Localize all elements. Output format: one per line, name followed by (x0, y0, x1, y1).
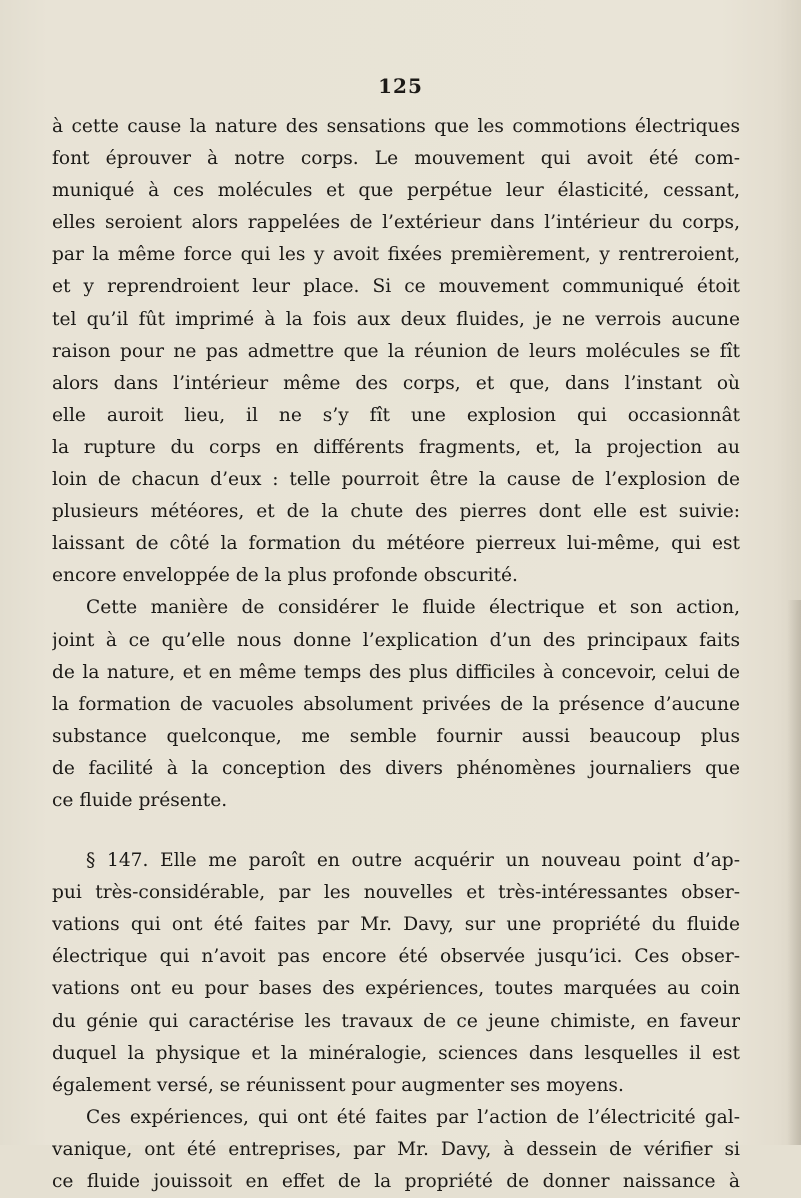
text-line: et y reprendroient leur place. Si ce mouvement communiqué étoit (52, 276, 740, 298)
text-line: ce fluide jouissoit en effet de la propriété de donner naissance à (52, 1171, 740, 1192)
text-line: alors dans l’intérieur même des corps, et que, dans l’instant où (52, 372, 740, 394)
paragraph-2 (52, 592, 740, 817)
text-line: encore enveloppée de la plus profonde obscurité. (52, 565, 518, 587)
paragraph-1 (52, 111, 740, 592)
paragraph-3 (52, 845, 740, 1102)
text-line: Cette manière de considérer le fluide électrique et son action, (86, 597, 740, 619)
section-spacer (52, 817, 740, 845)
text-line: pui très-considérable, par les nouvelles et très-intéressantes obser- (52, 882, 740, 904)
text-line: de facilité à la conception des divers phénomènes journaliers que (52, 757, 740, 779)
text-line: vations qui ont été faites par Mr. Davy, sur une propriété du fluide (52, 914, 740, 936)
text-line: substance quelconque, me semble fournir aussi beaucoup plus (52, 725, 740, 747)
text-line: également versé, se réunissent pour augmenter ses moyens. (52, 1074, 624, 1096)
text-line: vanique, ont été entreprises, par Mr. Davy, à dessein de vérifier si (52, 1138, 740, 1160)
text-line: de la nature, et en même temps des plus difficiles à concevoir, celui de (52, 661, 740, 683)
body-text (52, 111, 740, 1198)
text-line: vations ont eu pour bases des expériences, toutes marquées au coin (52, 978, 740, 1000)
page-edge-shadow (787, 600, 801, 1145)
text-line: duquel la physique et la minéralogie, sciences dans lesquelles il est (52, 1042, 740, 1064)
text-line: électrique qui n’avoit pas encore été observée jusqu’ici. Ces obser- (52, 946, 740, 968)
text-line: joint à ce qu’elle nous donne l’explication d’un des principaux faits (52, 629, 740, 651)
text-line: raison pour ne pas admettre que la réunion de leurs molécules se fît (52, 340, 740, 362)
text-line: Ces expériences, qui ont été faites par l’action de l’électricité gal- (86, 1106, 740, 1128)
text-line: tel qu’il fût imprimé à la fois aux deux fluides, je ne verrois aucune (52, 308, 740, 330)
text-line: font éprouver à notre corps. Le mouvement qui avoit été com- (52, 148, 740, 170)
text-line: la formation de vacuoles absolument privées de la présence d’aucune (52, 693, 740, 715)
text-line: elles seroient alors rappelées de l’extérieur dans l’intérieur du corps, (52, 212, 740, 234)
text-line: § 147. Elle me paroît en outre acquérir un nouveau point d’ap- (86, 850, 740, 872)
text-line: la rupture du corps en différents fragments, et, la projection au (52, 436, 740, 458)
text-line: elle auroit lieu, il ne s’y fît une explosion qui occasionnât (52, 404, 740, 426)
paragraph-4 (52, 1102, 740, 1198)
text-line: du génie qui caractérise les travaux de ce jeune chimiste, en faveur (52, 1010, 740, 1032)
text-line: ce fluide présente. (52, 789, 228, 811)
text-line: laissant de côté la formation du météore pierreux lui-même, qui est (52, 533, 740, 555)
text-line: plusieurs météores, et de la chute des pierres dont elle est suivie: (52, 501, 740, 523)
text-line: par la même force qui les y avoit fixées premièrement, y rentreroient, (52, 244, 740, 266)
text-line: à cette cause la nature des sensations que les commotions électriques (52, 116, 740, 137)
page-number: 125 (378, 74, 423, 98)
text-line: muniqué à ces molécules et que perpétue leur élasticité, cessant, (52, 180, 740, 202)
text-line: loin de chacun d’eux : telle pourroit être la cause de l’explosion de (52, 469, 740, 491)
